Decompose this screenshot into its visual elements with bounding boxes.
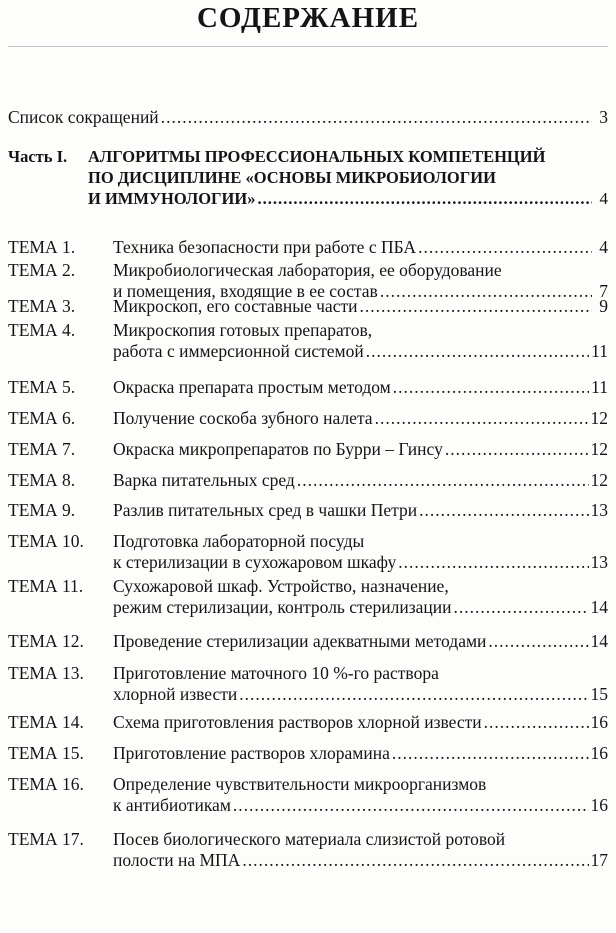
toc-entry-topic-17[interactable] [8,829,608,871]
topic-number: ТЕМА 14. [8,712,84,732]
topic-number: ТЕМА 15. [8,743,84,763]
part-label: Часть I. [8,147,68,166]
topic-number: ТЕМА 9. [8,500,76,520]
toc-page-number: 3 [599,107,608,127]
toc-page-number: 16 [590,795,608,815]
topic-number: ТЕМА 1. [8,237,76,257]
leader-dots [488,631,588,652]
toc-entry-topic-15[interactable] [8,743,608,764]
topic-title-line: Микробиологическая лаборатория, ее оборудование [113,260,502,280]
part-title-line: И ИММУНОЛОГИИ» [88,189,256,208]
leader-dots [484,712,589,733]
toc-entry-topic-11[interactable] [8,576,608,618]
toc-entry-topic-3[interactable] [8,296,608,317]
toc-entry-topic-4[interactable] [8,320,608,362]
topic-number: ТЕМА 4. [8,320,76,340]
leader-dots [366,341,589,362]
topic-number: ТЕМА 2. [8,260,76,280]
toc-entry-topic-10[interactable] [8,531,608,573]
topic-title-line: и помещения, входящие в ее состав [113,281,378,301]
toc-page-number: 11 [591,377,608,397]
topic-title-line: Получение соскоба зубного налета [113,408,373,428]
topic-title-line: Окраска препарата простым методом [113,377,391,397]
toc-page-number: 4 [599,189,608,208]
topic-title-line: Приготовление маточного 10 %-го раствора [113,663,439,683]
leader-dots [453,597,588,618]
leader-dots [393,377,589,398]
toc-page-number: 14 [590,597,608,617]
toc-entry-topic-13[interactable] [8,663,608,705]
leader-dots [445,439,589,460]
topic-title-line: Проведение стерилизации адекватными методами [113,631,487,651]
toc-page-number: 13 [590,500,608,520]
toc-page-number: 16 [590,712,608,732]
topic-title-line: к антибиотикам [113,795,231,815]
part-title-line: ПО ДИСЦИПЛИНЕ «ОСНОВЫ МИКРОБИОЛОГИИ [88,168,496,187]
leader-dots [392,743,589,764]
leader-dots [359,296,592,317]
part-title-line: АЛГОРИТМЫ ПРОФЕССИОНАЛЬНЫХ КОМПЕТЕНЦИЙ [88,147,546,166]
topic-number: ТЕМА 12. [8,631,84,651]
topic-number: ТЕМА 6. [8,408,76,428]
toc-entry-topic-7[interactable] [8,439,608,460]
toc-entry-text: Список сокращений [8,107,159,127]
topic-number: ТЕМА 7. [8,439,76,459]
topic-title-line: Посев биологического материала слизистой ротовой [113,829,506,849]
toc-entry-topic-1[interactable] [8,237,608,258]
toc-entry-topic-16[interactable] [8,774,608,816]
topic-title-line: Приготовление растворов хлорамина [113,743,390,763]
topic-title-line: Схема приготовления растворов хлорной извести [113,712,482,732]
leader-dots [418,237,592,258]
toc-page-number: 12 [590,439,608,459]
toc-page-number: 9 [599,296,608,316]
title-divider [8,46,608,47]
toc-entry-topic-6[interactable] [8,408,608,429]
leader-dots [239,684,588,705]
toc-entry-topic-5[interactable] [8,377,608,398]
topic-title-line: режим стерилизации, контроль стерилизации [113,597,452,617]
toc-entry-part-1[interactable] [8,146,608,209]
topic-title-line: хлорной извести [113,684,238,704]
topic-number: ТЕМА 16. [8,774,84,794]
page-title: СОДЕРЖАНИЕ [196,2,420,34]
topic-title-line: Окраска микропрепаратов по Бурри – Гинсу [113,439,443,459]
topic-title-line: Техника безопасности при работе с ПБА [113,237,417,257]
leader-dots [398,552,588,573]
topic-title-line: Сухожаровой шкаф. Устройство, назначение, [113,576,449,596]
topic-number: ТЕМА 17. [8,829,84,849]
leader-dots [161,107,592,128]
topic-title-line: Микроскопия готовых препаратов, [113,320,373,340]
leader-dots [297,470,589,491]
toc-entry-topic-14[interactable] [8,712,608,733]
toc-entry-topic-12[interactable] [8,631,608,652]
toc-page-number: 15 [590,684,608,704]
topic-title-line: к стерилизации в сухожаровом шкафу [113,552,397,572]
topic-title-line: полости на МПА [113,850,241,870]
toc-page-number: 12 [590,470,608,490]
leader-dots [257,188,592,209]
toc-page-number: 17 [590,850,608,870]
leader-dots [375,408,589,429]
topic-number: ТЕМА 13. [8,663,84,683]
toc-entry-topic-9[interactable] [8,500,608,521]
topic-title-line: Разлив питательных сред в чашки Петри [113,500,418,520]
toc-entry-topic-8[interactable] [8,470,608,491]
topic-number: ТЕМА 11. [8,576,84,596]
leader-dots [242,850,588,871]
toc-page-number: 14 [590,631,608,651]
topic-number: ТЕМА 5. [8,377,76,397]
topic-title-line: работа с иммерсионной системой [113,341,364,361]
toc-entry-abbreviations[interactable] [8,107,608,128]
topic-title-line: Подготовка лабораторной посуды [113,531,365,551]
topic-number: ТЕМА 8. [8,470,76,490]
topic-title-line: Определение чувствительности микроорганизмов [113,774,487,794]
leader-dots [233,795,589,816]
toc-page-number: 7 [599,281,608,301]
toc-page-number: 16 [590,743,608,763]
toc-page-number: 13 [590,552,608,572]
leader-dots [419,500,588,521]
toc-page-number: 11 [591,341,608,361]
topic-number: ТЕМА 3. [8,296,76,316]
topic-number: ТЕМА 10. [8,531,84,551]
toc-page-number: 12 [590,408,608,428]
topic-title-line: Микроскоп, его составные части [113,296,358,316]
toc-page-number: 4 [599,237,608,257]
topic-title-line: Варка питательных сред [113,470,295,490]
